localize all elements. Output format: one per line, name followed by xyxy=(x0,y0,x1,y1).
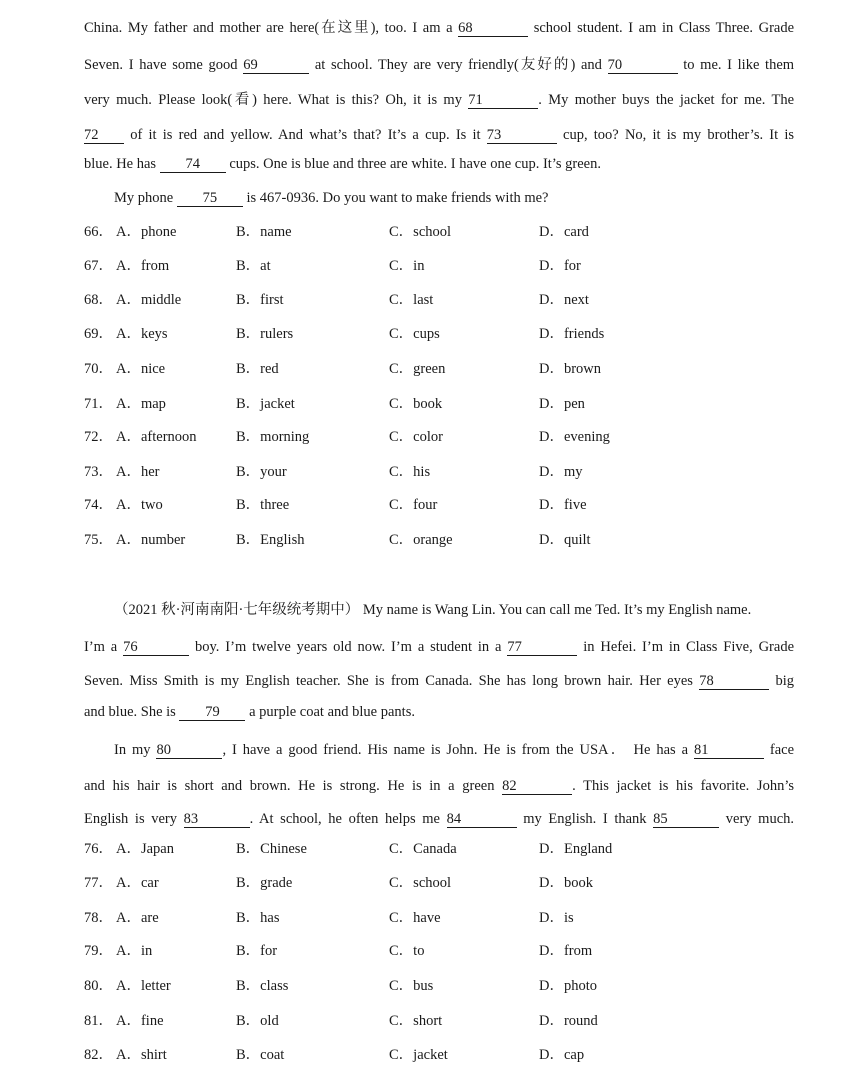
option-c[interactable]: C．green xyxy=(389,361,446,377)
option-a[interactable]: A．shirt xyxy=(116,1047,167,1063)
blank-80: 80 xyxy=(156,743,222,759)
option-d[interactable]: D．book xyxy=(539,875,593,891)
option-c[interactable]: C．color xyxy=(389,429,443,445)
option-a[interactable]: A．are xyxy=(116,910,159,926)
option-b[interactable]: B．has xyxy=(236,910,280,926)
question-number: 66． xyxy=(84,224,113,240)
option-d[interactable]: D．evening xyxy=(539,429,610,445)
text: and blue. She is xyxy=(84,704,176,720)
option-c[interactable]: C．book xyxy=(389,396,443,412)
text: is 467-0936. Do you want to make friends with me? xyxy=(246,190,549,206)
option-d[interactable]: D．from xyxy=(539,943,593,959)
blank-72: 72 xyxy=(84,128,124,144)
option-d[interactable]: D．next xyxy=(539,292,589,308)
blank-79: 79 xyxy=(179,705,245,721)
blank-83: 83 xyxy=(184,812,250,828)
option-a[interactable]: A．two xyxy=(116,497,163,513)
question-number: 81． xyxy=(84,1013,113,1029)
question-number: 69． xyxy=(84,326,113,342)
blank-71: 71 xyxy=(468,93,538,109)
text: very much. xyxy=(725,811,795,827)
text: Seven. Miss Smith is my English teacher. She is from Canada. She has long brown hair. Her eyes xyxy=(84,673,693,689)
option-d[interactable]: D．for xyxy=(539,258,581,274)
option-b[interactable]: B．red xyxy=(236,361,279,377)
blank-78: 78 xyxy=(699,674,769,690)
option-b[interactable]: B．Chinese xyxy=(236,841,307,857)
question-number: 82． xyxy=(84,1047,113,1063)
option-b[interactable]: B．old xyxy=(236,1013,279,1029)
text: In my xyxy=(114,742,151,758)
text: at school. They are very friendly(友好的) and xyxy=(314,57,602,73)
passage1-line-3 xyxy=(84,91,794,109)
option-c[interactable]: C．have xyxy=(389,910,441,926)
text: school student. I am in Class Three. Grade xyxy=(533,20,795,36)
option-c[interactable]: C．Canada xyxy=(389,841,457,857)
question-number: 73． xyxy=(84,464,113,480)
option-d[interactable]: D．is xyxy=(539,910,574,926)
blank-69: 69 xyxy=(243,58,309,74)
text: blue. He has xyxy=(84,156,157,172)
text: China. My father and mother are here(在这里), too. I am a xyxy=(84,20,453,36)
text: boy. I’m twelve years old now. I’m a student in a xyxy=(195,639,502,655)
option-c[interactable]: C．short xyxy=(389,1013,443,1029)
option-b[interactable]: B．grade xyxy=(236,875,293,891)
passage2-line-2 xyxy=(84,638,794,656)
question-number: 78． xyxy=(84,910,113,926)
option-c[interactable]: C．bus xyxy=(389,978,434,994)
option-c[interactable]: C．four xyxy=(389,497,438,513)
passage2-line-3 xyxy=(84,672,794,690)
question-number: 80． xyxy=(84,978,113,994)
text: . At school, he often helps me xyxy=(249,811,440,827)
blank-84: 84 xyxy=(447,812,517,828)
option-c[interactable]: C．orange xyxy=(389,532,453,548)
passage1-line-2 xyxy=(84,56,794,74)
text: , I have a good friend. His name is John. He is from the USA． He has a xyxy=(222,742,689,758)
option-d[interactable]: D．card xyxy=(539,224,589,240)
blank-77: 77 xyxy=(507,640,577,656)
passage2-line-5 xyxy=(114,741,794,759)
blank-73: 73 xyxy=(487,128,557,144)
option-d[interactable]: D．quilt xyxy=(539,532,591,548)
passage1-line-1 xyxy=(84,19,794,37)
text: of it is red and yellow. And what’s that? It’s a cup. Is it xyxy=(130,127,481,143)
option-b[interactable]: B．class xyxy=(236,978,289,994)
text: . My mother buys the jacket for me. The xyxy=(538,92,794,108)
option-b[interactable]: B．three xyxy=(236,497,290,513)
option-c[interactable]: C．cups xyxy=(389,326,440,342)
question-number: 75． xyxy=(84,532,113,548)
option-d[interactable]: D．round xyxy=(539,1013,598,1029)
question-number: 76． xyxy=(84,841,113,857)
option-c[interactable]: C．to xyxy=(389,943,425,959)
question-number: 70． xyxy=(84,361,113,377)
text: I’m a xyxy=(84,639,118,655)
option-a[interactable]: A．number xyxy=(116,532,186,548)
option-a[interactable]: A．afternoon xyxy=(116,429,197,445)
option-a[interactable]: A．Japan xyxy=(116,841,174,857)
option-d[interactable]: D．cap xyxy=(539,1047,585,1063)
blank-70: 70 xyxy=(608,58,678,74)
text: My phone xyxy=(114,190,174,206)
option-d[interactable]: D．five xyxy=(539,497,587,513)
question-number: 67． xyxy=(84,258,113,274)
blank-82: 82 xyxy=(502,779,572,795)
option-c[interactable]: C．last xyxy=(389,292,434,308)
option-a[interactable]: A．nice xyxy=(116,361,166,377)
text: Seven. I have some good xyxy=(84,57,238,73)
option-b[interactable]: B．rulers xyxy=(236,326,294,342)
option-a[interactable]: A．car xyxy=(116,875,159,891)
question-number: 72． xyxy=(84,429,113,445)
passage2-line-6 xyxy=(84,777,794,795)
option-a[interactable]: A．from xyxy=(116,258,170,274)
option-a[interactable]: A．in xyxy=(116,943,153,959)
passage1-line-4 xyxy=(84,126,794,144)
option-c[interactable]: C．in xyxy=(389,258,425,274)
option-d[interactable]: D．friends xyxy=(539,326,605,342)
blank-81: 81 xyxy=(694,743,764,759)
text: in Hefei. I’m in Class Five, Grade xyxy=(583,639,795,655)
option-b[interactable]: B．jacket xyxy=(236,396,295,412)
option-a[interactable]: A．map xyxy=(116,396,166,412)
blank-85: 85 xyxy=(653,812,719,828)
text: my English. I thank xyxy=(523,811,647,827)
question-number: 68． xyxy=(84,292,113,308)
source-label: （2021 秋·河南南阳·七年级统考期中） xyxy=(114,602,360,618)
option-c[interactable]: C．his xyxy=(389,464,431,480)
question-number: 79． xyxy=(84,943,113,959)
option-d[interactable]: D．England xyxy=(539,841,613,857)
option-b[interactable]: B．at xyxy=(236,258,271,274)
option-b[interactable]: B．English xyxy=(236,532,305,548)
option-d[interactable]: D．pen xyxy=(539,396,585,412)
option-c[interactable]: C．jacket xyxy=(389,1047,448,1063)
blank-75: 75 xyxy=(177,191,243,207)
text: big xyxy=(775,673,795,689)
text: face xyxy=(769,742,795,758)
option-b[interactable]: B．coat xyxy=(236,1047,285,1063)
option-a[interactable]: A．letter xyxy=(116,978,171,994)
option-a[interactable]: A．keys xyxy=(116,326,168,342)
text: cups. One is blue and three are white. I have one cup. It’s green. xyxy=(229,156,601,172)
text: very much. Please look(看) here. What is this? Oh, it is my xyxy=(84,92,462,108)
text: . This jacket is his favorite. John’s xyxy=(572,778,794,794)
question-number: 77． xyxy=(84,875,113,891)
option-b[interactable]: B．first xyxy=(236,292,284,308)
option-a[interactable]: A．phone xyxy=(116,224,177,240)
text: My name is Wang Lin. You can call me Ted. It’s my English name. xyxy=(362,602,752,618)
passage2-line-4 xyxy=(84,703,794,721)
blank-74: 74 xyxy=(160,157,226,173)
question-number: 74． xyxy=(84,497,113,513)
option-b[interactable]: B．for xyxy=(236,943,278,959)
option-a[interactable]: A．middle xyxy=(116,292,182,308)
text: to me. I like them xyxy=(683,57,795,73)
passage2-line-1 xyxy=(114,601,794,619)
option-b[interactable]: B．name xyxy=(236,224,292,240)
option-b[interactable]: B．morning xyxy=(236,429,310,445)
option-c[interactable]: C．school xyxy=(389,224,452,240)
blank-68: 68 xyxy=(458,21,528,37)
text: English is very xyxy=(84,811,177,827)
passage1-line-6 xyxy=(114,189,794,207)
text: a purple coat and blue pants. xyxy=(249,704,415,720)
blank-76: 76 xyxy=(123,640,189,656)
option-a[interactable]: A．fine xyxy=(116,1013,164,1029)
text: and his hair is short and brown. He is strong. He is in a green xyxy=(84,778,495,794)
option-b[interactable]: B．your xyxy=(236,464,287,480)
passage1-line-5 xyxy=(84,155,794,173)
question-number: 71． xyxy=(84,396,113,412)
passage2-line-7 xyxy=(84,810,794,828)
option-d[interactable]: D．photo xyxy=(539,978,597,994)
option-d[interactable]: D．my xyxy=(539,464,583,480)
text: cup, too? No, it is my brother’s. It is xyxy=(563,127,795,143)
option-c[interactable]: C．school xyxy=(389,875,452,891)
option-d[interactable]: D．brown xyxy=(539,361,602,377)
option-a[interactable]: A．her xyxy=(116,464,160,480)
